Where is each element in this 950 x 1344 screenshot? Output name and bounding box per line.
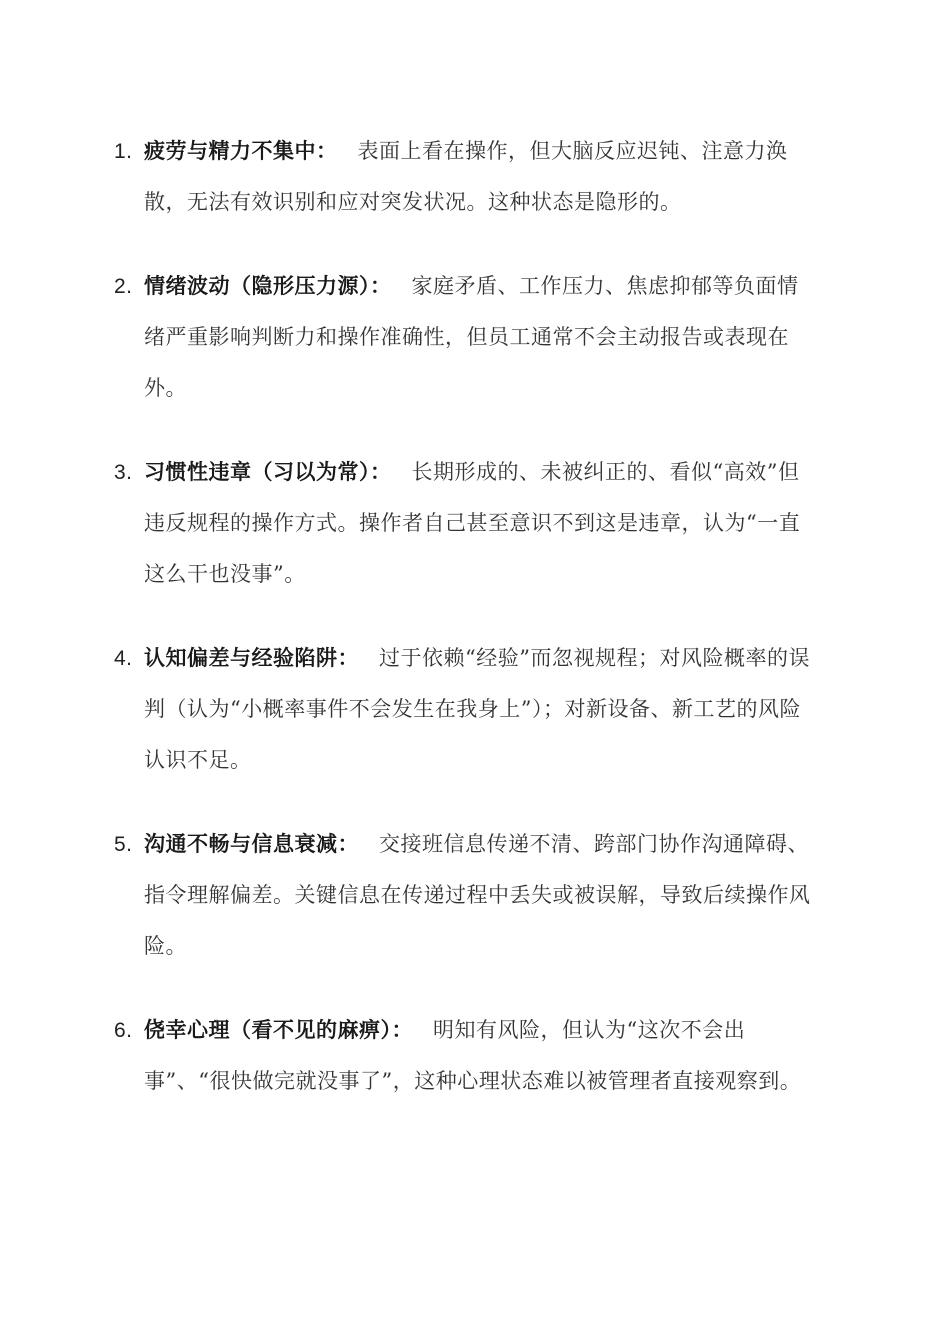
item-number: 5. (114, 833, 133, 856)
list-item (114, 261, 814, 414)
item-number: 4. (114, 647, 133, 670)
item-title: 沟通不畅与信息衰减： (144, 832, 359, 856)
item-text: 交接班信息传递不清、跨部门协作沟通障碍、指令理解偏差。关键信息在传递过程中丢失或被误解，导致后续操作风险。 (144, 832, 811, 958)
item-title: 侥幸心理（看不见的麻痹）： (144, 1018, 413, 1042)
item-text: 表面上看在操作，但大脑反应迟钝、注意力涣散，无法有效识别和应对突发状况。这种状态是隐形的。 (144, 139, 788, 214)
list-item (114, 633, 814, 786)
item-text: 长期形成的、未被纠正的、看似“高效”但违反规程的操作方式。操作者自己甚至意识不到这是违章，认为“一直这么干也没事”。 (144, 460, 801, 586)
item-text: 过于依赖“经验”而忽视规程；对风险概率的误判（认为“小概率事件不会发生在我身上”）；对新设备、新工艺的风险认识不足。 (144, 646, 810, 772)
list-item (114, 447, 814, 600)
list-item (114, 1005, 814, 1107)
item-number: 6. (114, 1019, 133, 1042)
item-title: 认知偏差与经验陷阱： (144, 646, 359, 670)
item-title: 情绪波动（隐形压力源）： (144, 274, 392, 298)
risk-factor-list (114, 126, 814, 1140)
item-title: 习惯性违章（习以为常）： (144, 460, 392, 484)
item-number: 2. (114, 275, 133, 298)
item-title: 疲劳与精力不集中： (144, 139, 338, 163)
item-text: 家庭矛盾、工作压力、焦虑抑郁等负面情绪严重影响判断力和操作准确性，但员工通常不会主动报告或表现在外。 (144, 274, 799, 400)
item-text: 明知有风险，但认为“这次不会出事”、“很快做完就没事了”，这种心理状态难以被管理者直接观察到。 (144, 1018, 802, 1093)
list-item (114, 819, 814, 972)
list-item (114, 126, 814, 228)
item-number: 1. (114, 140, 133, 163)
item-number: 3. (114, 461, 133, 484)
